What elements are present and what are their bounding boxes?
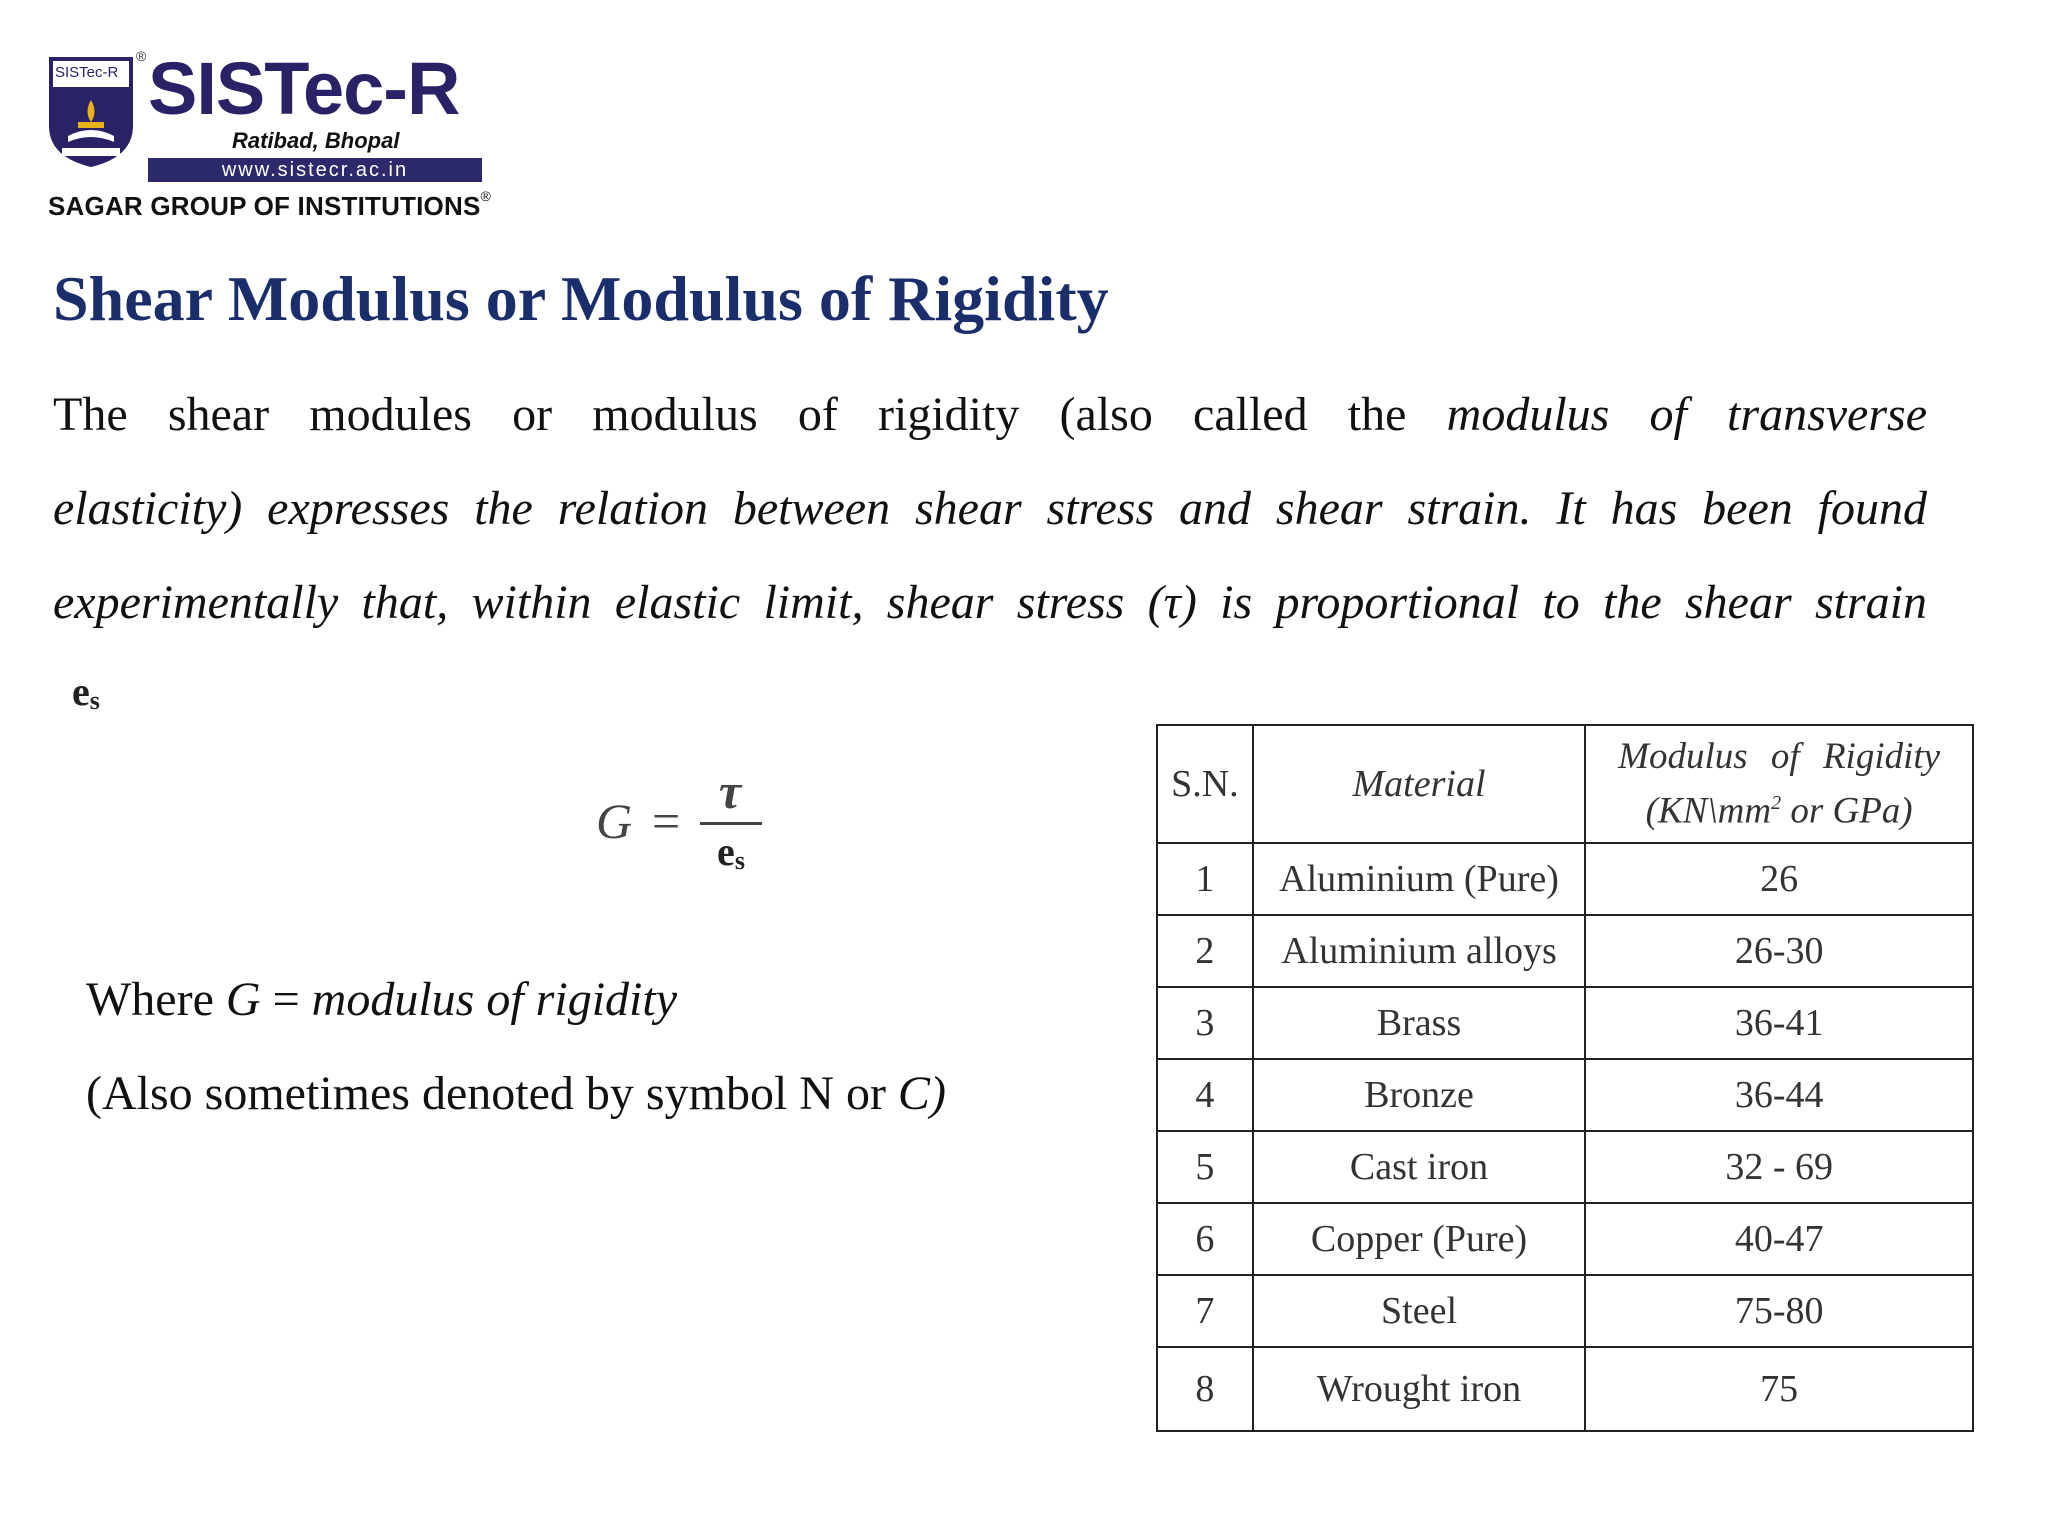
cell-value: 75 [1585, 1347, 1973, 1431]
page-title: Shear Modulus or Modulus of Rigidity [53, 263, 1109, 334]
header-modulus: Modulus of Rigidity ($KN\backslash mm^2$ or GPa) [1585, 725, 1973, 843]
table-row [1157, 1203, 1973, 1275]
alternate-symbol-note: (Also sometimes denoted by symbol N or C) [86, 1067, 946, 1120]
cell-sn: 4 [1157, 1059, 1253, 1131]
cell-sn: 8 [1157, 1347, 1253, 1431]
table-row [1157, 1347, 1973, 1431]
cell-value: 40-47 [1585, 1203, 1973, 1275]
cell-material: Brass [1253, 987, 1586, 1059]
cell-material: Bronze [1253, 1059, 1586, 1131]
cell-value: 36-44 [1585, 1059, 1973, 1131]
header-sn: S.N. [1157, 725, 1253, 843]
shear-strain-symbol: $e_s$ [72, 669, 100, 715]
logo-brand-name: SISTec-R [148, 47, 460, 130]
institution-logo [48, 47, 496, 221]
logo-badge-text: SISTec-R [55, 64, 119, 81]
table-row [1157, 1275, 1973, 1347]
registered-mark: ® [480, 188, 492, 204]
registered-mark: ® [136, 48, 147, 64]
formula-equals: = [652, 793, 681, 849]
cell-value: 26-30 [1585, 915, 1973, 987]
cell-sn: 5 [1157, 1131, 1253, 1203]
paragraph-line-2: elasticity) expresses the relation between shear stress and shear strain. It has been found [53, 482, 1927, 535]
formula-numerator: τ [718, 763, 742, 819]
cell-sn: 1 [1157, 843, 1253, 915]
where-definition: Where G = modulus of rigidity [86, 973, 677, 1026]
fraction-bar [700, 822, 762, 825]
table-row [1157, 915, 1973, 987]
cell-material: Cast iron [1253, 1131, 1586, 1203]
cell-material: Aluminium (Pure) [1253, 843, 1586, 915]
table-row [1157, 987, 1973, 1059]
paragraph-line-3: experimentally that, within elastic limit, shear stress (τ) is proportional to the shear strain [53, 576, 1927, 629]
cell-value: 32 - 69 [1585, 1131, 1973, 1203]
cell-material: Wrought iron [1253, 1347, 1586, 1431]
table-row [1157, 1059, 1973, 1131]
header-material: Material [1253, 725, 1586, 843]
table-row [1157, 1131, 1973, 1203]
rigidity-table [1156, 724, 1974, 1432]
paragraph-line-1: The shear modules or modulus of rigidity (also called the modulus of transverse [53, 388, 1928, 441]
table-row [1157, 843, 1973, 915]
definition-paragraph [53, 368, 1927, 650]
cell-sn: 7 [1157, 1275, 1253, 1347]
logo-url: www.sistecr.ac.in [148, 158, 482, 182]
cell-value: 75-80 [1585, 1275, 1973, 1347]
table-header-row [1157, 725, 1973, 843]
cell-material: Steel [1253, 1275, 1586, 1347]
logo-group-name: SAGAR GROUP OF INSTITUTIONS® [48, 188, 492, 221]
formula-lhs: G [596, 793, 633, 849]
logo-location: Ratibad, Bhopal [232, 128, 400, 153]
cell-material: Aluminium alloys [1253, 915, 1586, 987]
cell-value: 36-41 [1585, 987, 1973, 1059]
cell-sn: 3 [1157, 987, 1253, 1059]
formula-denominator: $e_s$ [717, 829, 745, 875]
cell-sn: 6 [1157, 1203, 1253, 1275]
cell-value: 26 [1585, 843, 1973, 915]
cell-material: Copper (Pure) [1253, 1203, 1586, 1275]
cell-sn: 2 [1157, 915, 1253, 987]
rigidity-formula [596, 762, 776, 882]
